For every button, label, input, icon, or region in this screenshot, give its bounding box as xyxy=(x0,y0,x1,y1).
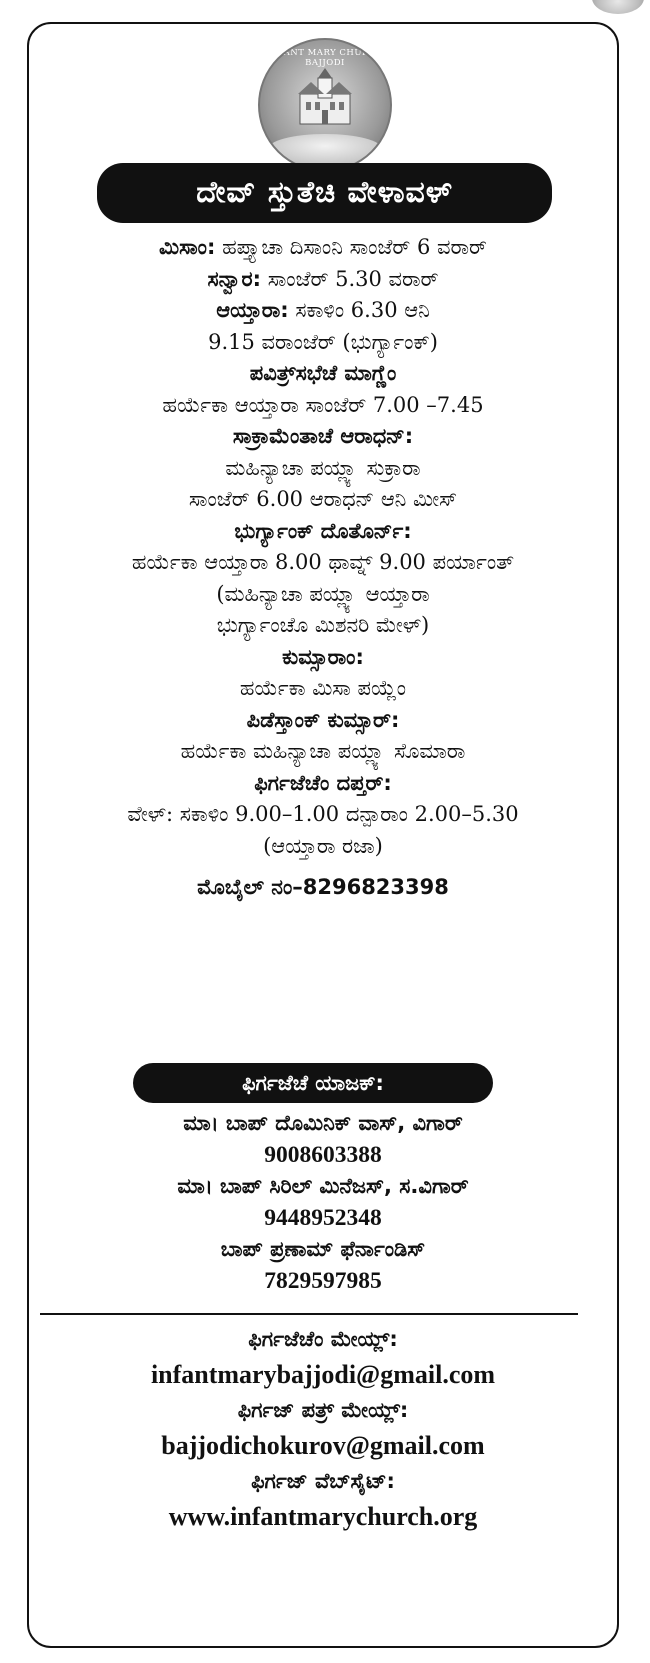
sunday-heading: ಆಯ್ತಾರಾ: xyxy=(216,298,289,322)
corner-photo-fragment xyxy=(592,0,644,14)
vespers-text: ಸಾಂಜೆರ್ 5.30 ವರಾರ್ xyxy=(261,266,439,291)
sick-confession-heading: ಪಿಡೆಸ್ತಾಂಕ್ ಕುಮ್ಸಾರ್: xyxy=(246,707,400,732)
adoration-text-1: ಮಹಿನ್ಯಾಚಾ ಪಯ್ಲ್ಯಾ ಸುಕ್ರಾರಾ xyxy=(225,455,421,480)
office-hours: ವೇಳ್: ಸಕಾಳಿಂ 9.00–1.00 ದನ್ಪಾರಾಂ 2.00–5.30 xyxy=(127,802,519,826)
office-holiday: (ಆಯ್ತಾರಾ ರಜಾ) xyxy=(263,833,383,858)
council-heading: ಪವಿತ್ರ್‌ಸಭೆಚೆ ಮಾಗ್ಣೆಂ xyxy=(249,361,397,385)
priests-banner: ಫಿರ್ಗಜೆಚೆ ಯಾಜಕ್: xyxy=(133,1063,493,1103)
confession-heading: ಕುಮ್ಸಾರಾಂ: xyxy=(282,644,364,669)
council-text: ಹರ್ಯೆಕಾ ಆಯ್ತಾರಾ ಸಾಂಜೆರ್ 7.00 –7.45 xyxy=(162,392,484,417)
logo-flowers xyxy=(268,134,382,164)
priest-1-phone: 9008603388 xyxy=(264,1141,382,1168)
catechism-text-2: (ಮಹಿನ್ಯಾಚಾ ಪಯ್ಲ್ಯಾ ಆಯ್ತಾರಾ xyxy=(216,581,430,606)
vespers-heading: ಸನ್ವಾರ: xyxy=(207,266,262,291)
priest-2-name: ಮಾ। ಬಾಪ್ ಸಿರಿಲ್ ಮಿನೆಜಸ್, ಸ.ವಿಗಾರ್ xyxy=(177,1174,469,1198)
logo-ring-text: INFANT MARY CHURCH BAJJODI xyxy=(266,48,384,68)
church-mail-label: ಫಿರ್ಗಜೆಚೆಂ ಮೇಯ್ಲ್: xyxy=(248,1327,398,1351)
divider xyxy=(40,1313,578,1315)
mobile-number: ಮೊಬೈಲ್ ನಂ–8296823398 xyxy=(197,875,449,899)
contacts-section xyxy=(32,1322,614,1535)
priests-section xyxy=(32,1108,614,1297)
church-building-icon xyxy=(294,68,356,130)
adoration-text-2: ಸಾಂಜೆರ್ 6.00 ಆರಾಧನ್ ಆನಿ ಮೀಸ್ xyxy=(188,487,458,511)
priest-3-name: ಬಾಪ್ ಪ್ರಣಾಮ್ ಫೆರ್ನಾಂಡಿಸ್ xyxy=(220,1237,426,1261)
mass-heading: ಮಿಸಾಂ: xyxy=(159,235,216,259)
schedule-section xyxy=(32,232,614,904)
newsletter-mail-label: ಫಿರ್ಗಜ್ ಪತ್ರ್ ಮೇಯ್ಲ್: xyxy=(237,1398,409,1422)
schedule-title-banner: ದೇವ್ ಸ್ತುತೆಚಿ ವೇಳಾವಳ್ xyxy=(97,163,552,223)
church-logo xyxy=(258,38,392,172)
catechism-text-1: ಹರ್ಯೆಕಾ ಆಯ್ತಾರಾ 8.00 ಥಾವ್ನ್ 9.00 ಪರ್ಯಾಂತ್ xyxy=(131,550,515,574)
priest-3-phone: 7829597985 xyxy=(264,1267,382,1294)
catechism-text-3: ಭುರ್ಗ್ಯಾಂಚೊ ಮಿಶನರಿ ಮೇಳ್) xyxy=(216,613,430,637)
sunday-text-continued: 9.15 ವರಾಂಜೆರ್ (ಭುರ್ಗ್ಯಾಂಕ್) xyxy=(208,329,438,354)
priest-2-phone: 9448952348 xyxy=(264,1204,382,1231)
sick-confession-text: ಹರ್ಯೆಕಾ ಮಹಿನ್ಯಾಚಾ ಪಯ್ಲ್ಯಾ ಸೊಮಾರಾ xyxy=(180,739,466,763)
newsletter-mail[interactable]: bajjodichokurov@gmail.com xyxy=(161,1431,485,1460)
mass-text: ಹಪ್ತ್ಯಾಚಾ ದಿಸಾಂನಿ ಸಾಂಜೆರ್ 6 ವರಾರ್ xyxy=(215,235,487,259)
website-label: ಫಿರ್ಗಜ್ ವೆಬ್‌ಸೈಟ್: xyxy=(251,1469,395,1493)
church-mail[interactable]: infantmarybajjodi@gmail.com xyxy=(150,1360,496,1389)
priest-1-name: ಮಾ। ಬಾಪ್ ದೊಮಿನಿಕ್ ವಾಸ್, ವಿಗಾರ್ xyxy=(183,1111,463,1135)
confession-text: ಹರ್ಯೆಕಾ ಮಿಸಾ ಪಯ್ಲೆಂ xyxy=(239,676,407,700)
website-link[interactable]: www.infantmarychurch.org xyxy=(168,1502,478,1531)
sunday-text: ಸಕಾಳಿಂ 6.30 ಆನಿ xyxy=(288,298,430,322)
office-heading: ಫಿರ್ಗಜೆಚೆಂ ದಪ್ತರ್: xyxy=(254,770,392,795)
adoration-heading: ಸಾಕ್ರಾಮೆಂತಾಚೆ ಆರಾಧನ್: xyxy=(232,424,414,448)
catechism-heading: ಭುರ್ಗ್ಯಾಂಕ್ ದೊತೊರ್ನ್: xyxy=(234,518,412,543)
